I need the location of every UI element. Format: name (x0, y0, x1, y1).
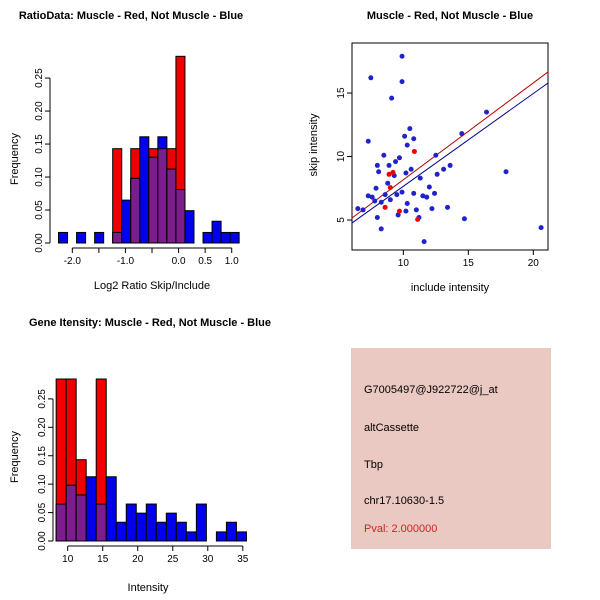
panel-intensity-scatter (300, 0, 600, 300)
svg-text:0.05: 0.05 (37, 502, 48, 523)
svg-text:15: 15 (97, 554, 109, 565)
gene-hist-plot (0, 300, 300, 600)
svg-text:0.20: 0.20 (37, 417, 49, 438)
gene-name-text: Tbp (364, 459, 383, 471)
event-type-text: altCassette (364, 422, 420, 434)
svg-text:15: 15 (462, 258, 474, 269)
svg-text:0.00: 0.00 (34, 233, 45, 253)
histogram-bars (59, 56, 240, 243)
x-axis (62, 546, 249, 565)
ratio-hist-plot (0, 0, 300, 300)
svg-text:0.25: 0.25 (37, 389, 48, 409)
svg-text:0.20: 0.20 (34, 101, 45, 121)
plot-box (352, 43, 548, 250)
ratio-hist-ylabel: Frequency (9, 133, 21, 185)
x-axis (64, 248, 239, 267)
svg-text:-2.0: -2.0 (63, 256, 81, 267)
svg-text:0.10: 0.10 (34, 167, 45, 187)
ratio-hist-title: RatioData: Muscle - Red, Not Muscle - Blue (18, 10, 244, 22)
probe-id-text: G7005497@J922722@j_at (364, 384, 498, 396)
svg-text:10: 10 (62, 554, 74, 565)
svg-text:15: 15 (336, 87, 347, 99)
info-panel (351, 348, 551, 549)
gene-hist-xlabel: Intensity (127, 582, 169, 594)
svg-text:25: 25 (167, 554, 179, 565)
svg-text:20: 20 (132, 554, 144, 565)
location-text: chr17.10630-1.5 (364, 495, 445, 507)
histogram-bars (56, 379, 246, 541)
scatter-title: Muscle - Red, Not Muscle - Blue (366, 10, 534, 22)
svg-text:0.5: 0.5 (198, 256, 213, 267)
scatter-xlabel: include intensity (410, 282, 490, 294)
gene-hist-ylabel: Frequency (9, 431, 21, 483)
svg-text:0.25: 0.25 (34, 68, 45, 88)
svg-text:10: 10 (336, 150, 347, 163)
panel-gene-histogram (0, 300, 300, 600)
svg-text:1.0: 1.0 (224, 256, 239, 267)
svg-text:10: 10 (397, 258, 409, 269)
gene-hist-title: Gene Itensity: Muscle - Red, Not Muscle - Blue (28, 317, 272, 329)
svg-text:0.05: 0.05 (34, 200, 45, 220)
scatter-ylabel: skip intensity (308, 113, 320, 177)
y-axis (34, 68, 50, 253)
svg-text:20: 20 (527, 258, 539, 269)
panel-ratio-histogram (0, 0, 300, 300)
blue-points (355, 54, 543, 244)
pval-text: Pval: 2.000000 (364, 523, 438, 535)
scatter-plot (300, 0, 600, 300)
svg-text:0.15: 0.15 (34, 134, 45, 154)
y-axis (37, 389, 53, 551)
y-axis (336, 87, 352, 223)
svg-text:0.15: 0.15 (37, 446, 48, 466)
svg-text:30: 30 (202, 554, 214, 565)
svg-text:35: 35 (237, 554, 249, 565)
svg-text:5: 5 (336, 217, 347, 223)
ratio-hist-xlabel: Log2 Ratio Skip/Include (93, 280, 211, 292)
svg-text:0.10: 0.10 (37, 474, 48, 494)
red-fit-line (352, 72, 548, 218)
x-axis (398, 250, 540, 269)
svg-text:0.0: 0.0 (171, 256, 186, 267)
svg-text:0.00: 0.00 (37, 531, 48, 551)
svg-text:-1.0: -1.0 (116, 256, 135, 267)
panel-info (300, 300, 600, 600)
